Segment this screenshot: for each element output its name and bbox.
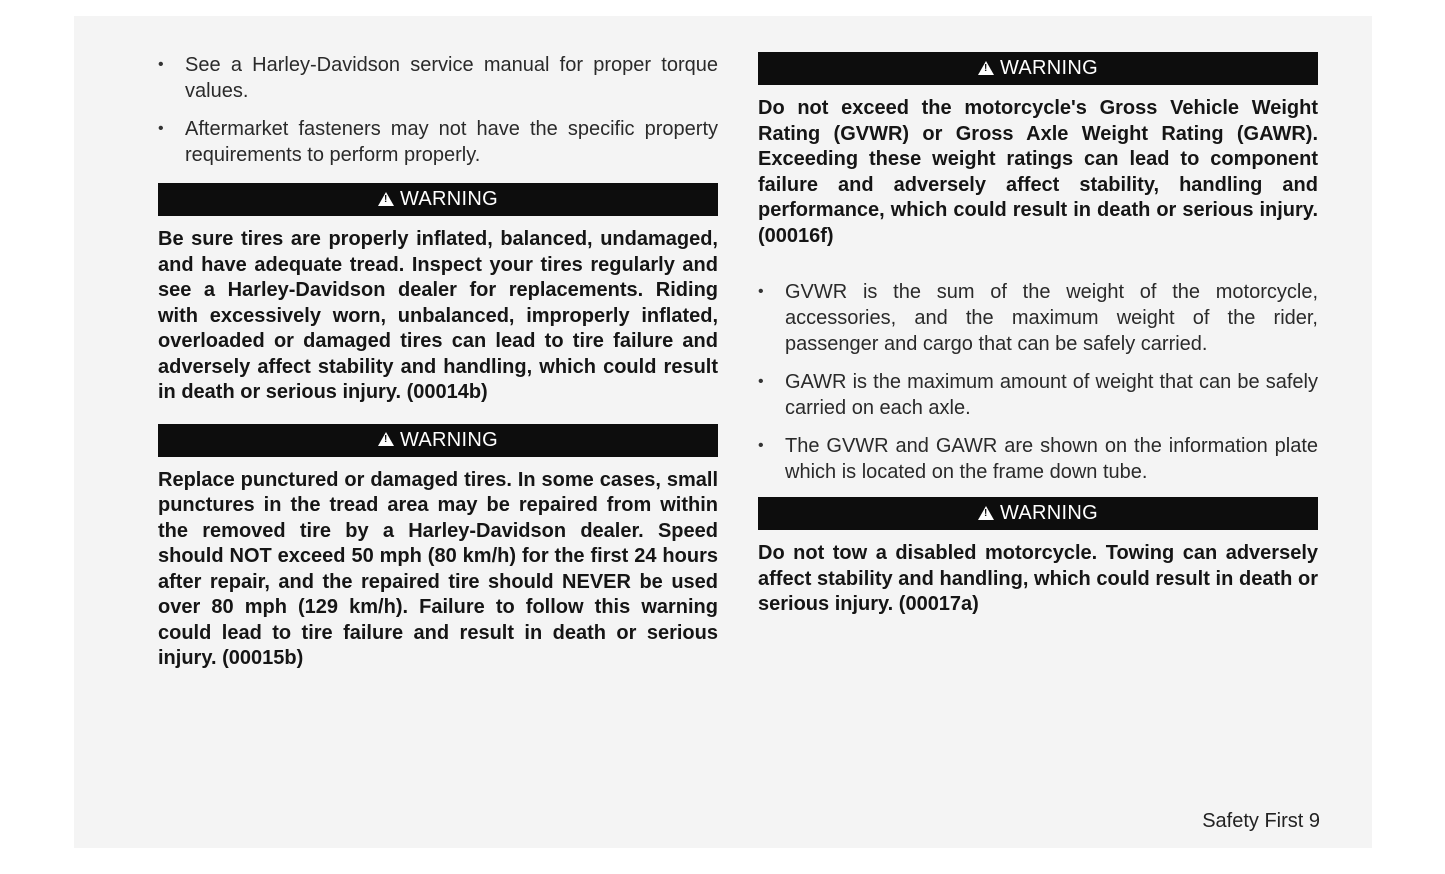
right-bullet-list [758,279,1318,485]
bullet-text: The GVWR and GAWR are shown on the information plate which is located on the frame down tube. [785,435,1318,483]
warning-banner [758,497,1318,530]
bullet-text: Aftermarket fasteners may not have the specific property requirements to perform properly. [185,118,718,166]
bullet-icon: • [758,283,764,300]
left-column [158,16,718,672]
left-bullet-list [158,52,718,168]
warning-triangle-icon [978,61,994,75]
page-footer: Safety First 9 [1202,810,1320,832]
list-item [758,369,1318,421]
warning-text: Do not tow a disabled motorcycle. Towing can adversely affect stability and handling, which could result in death or serious injury. (00017a) [758,542,1318,615]
warning-banner [758,52,1318,85]
bullet-text: GVWR is the sum of the weight of the motorcycle, accessories, and the maximum weight of the rider, passenger and cargo that can be safely carried. [785,281,1318,355]
warning-label: WARNING [999,502,1099,524]
warning-banner [158,424,718,457]
warning-label: WARNING [399,428,499,451]
warning-label: WARNING [399,188,499,210]
warning-text: Do not exceed the motorcycle's Gross Vehicle Weight Rating (GVWR) or Gross Axle Weight Rating (GAWR). Exceeding these weight ratings can lead to component failure and adversely affect stability, handling and performance, which could result in death or serious injury. (00016f) [758,97,1318,247]
bullet-icon: • [158,120,164,137]
bullet-text: GAWR is the maximum amount of weight that can be safely carried on each axle. [785,371,1318,419]
list-item [758,433,1318,485]
right-column [758,16,1318,618]
bullet-icon: • [758,373,764,390]
warning-triangle-icon [978,506,994,520]
list-item [158,52,718,104]
warning-triangle-icon [378,432,394,446]
warning-triangle-icon [378,192,394,206]
manual-page [74,16,1372,848]
bullet-icon: • [158,56,164,73]
warning-text: Replace punctured or damaged tires. In some cases, small punctures in the tread area may be repaired from within the removed tire by a Harley-Davidson dealer. Speed should NOT exceed 50 mph (80 km/h) for the first 24 hours after repair, and the repaired tire should NEVER be used over 80 mph (129 km/h). Failure to follow this warning could lead to tire failure and result in death or serious injury. (00015b) [158,468,718,669]
warning-banner [158,183,718,216]
bullet-text: See a Harley-Davidson service manual for proper torque values. [185,54,718,102]
list-item [158,116,718,168]
bullet-icon: • [758,437,764,454]
list-item [758,279,1318,357]
warning-text: Be sure tires are properly inflated, balanced, undamaged, and have adequate tread. Inspect your tires regularly and see a Harley-Davidson dealer for replacements. Riding with excessively worn, unbalanced, improperly inflated, overloaded or damaged tires can lead to tire failure and adversely affect stability and handling, which could result in death or serious injury. (00014b) [158,228,718,403]
warning-label: WARNING [999,57,1099,79]
